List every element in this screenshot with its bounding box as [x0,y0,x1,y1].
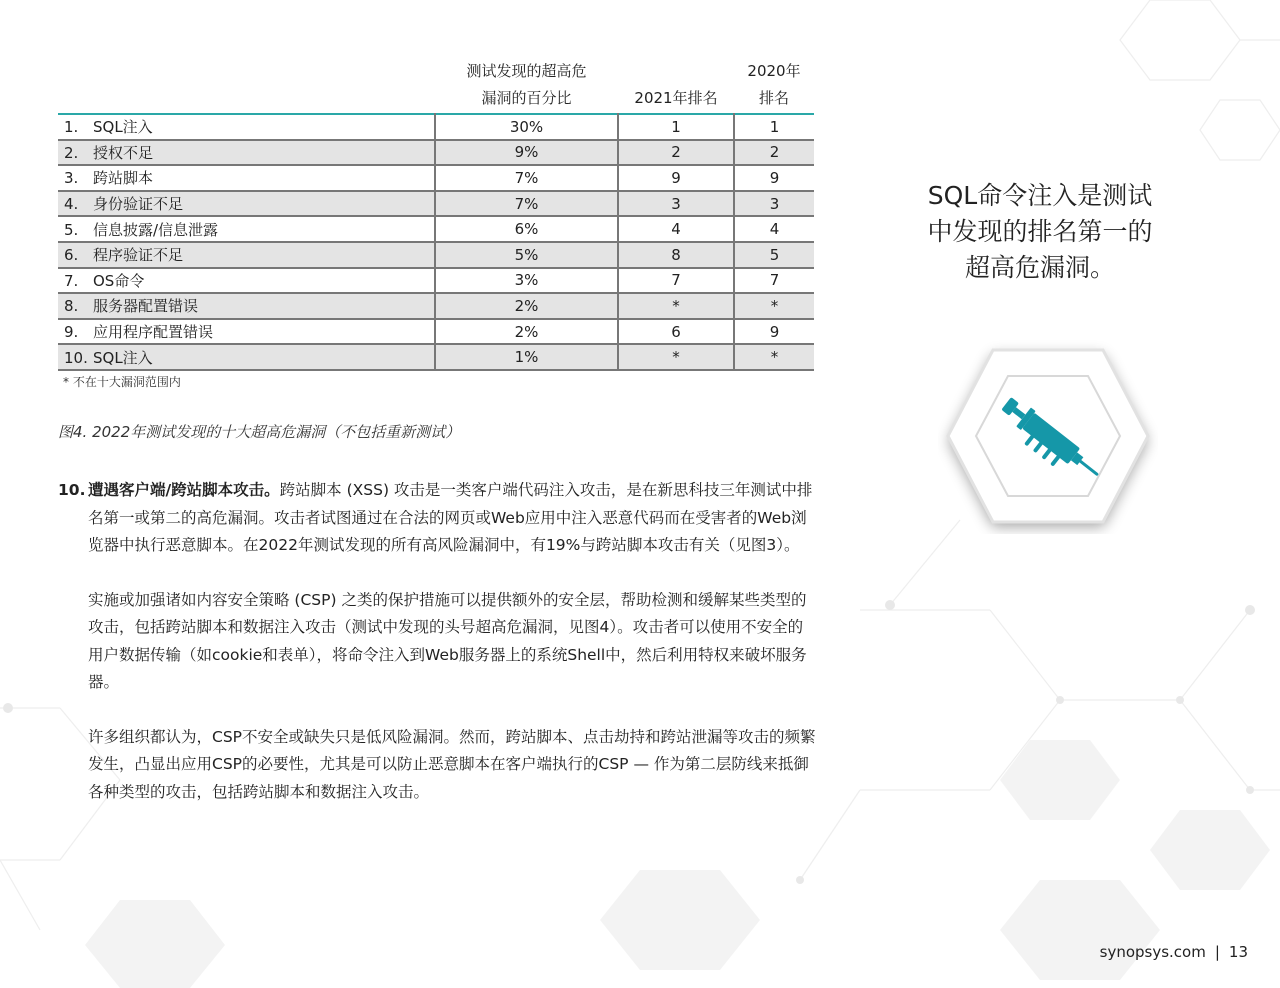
vulnerability-table-container [58,58,814,371]
header-name [58,58,435,114]
item-number: 10. [58,481,86,499]
rank-2020-cell: 2 [734,140,814,166]
rank-2021-cell: 8 [618,242,734,268]
rank-2021-cell: 9 [618,165,734,191]
rank-2021-cell: 3 [618,191,734,217]
table-row [58,140,814,166]
vuln-name-cell: 1. SQL注入 [58,114,435,140]
vuln-name-cell: 5. 信息披露/信息泄露 [58,216,435,242]
table-row [58,319,814,345]
top-vulnerabilities-table [58,58,814,371]
numbered-item-10 [58,477,818,806]
paragraph-2: 实施或加强诸如内容安全策略 (CSP) 之类的保护措施可以提供额外的安全层，帮助检测和缓解某些类型的攻击，包括跨站脚本和数据注入攻击（测试中发现的头号超高危漏洞，见图4）。攻击者可以使用不安全的用户数据传输（如cookie和表单），将命令注入到Web服务器上的系统Shell中，然后利用特权来破坏服务器。 [88,590,807,691]
figure-caption: 图4. 2022年测试发现的十大超高危漏洞（不包括重新测试） [58,423,461,441]
rank-2021-cell: * [618,344,734,370]
table-row [58,191,814,217]
table-row [58,216,814,242]
footer-separator: | [1214,943,1220,961]
syringe-icon [938,338,1158,534]
percent-cell: 1% [435,344,618,370]
rank-2020-cell: 7 [734,268,814,294]
table-row [58,165,814,191]
vuln-name-cell: 2. 授权不足 [58,140,435,166]
table-row [58,293,814,319]
paragraph-3: 许多组织都认为，CSP不安全或缺失只是低风险漏洞。然而，跨站脚本、点击劫持和跨站泄漏等攻击的频繁发生，凸显出应用CSP的必要性，尤其是可以防止恶意脚本在客户端执行的CSP — 作为第二层防线来抵御各种类型的攻击，包括跨站脚本和数据注入攻击。 [88,727,816,801]
percent-cell: 30% [435,114,618,140]
header-rank-2020: 2020年 排名 [747,62,801,107]
table-row [58,268,814,294]
page-number: 13 [1228,943,1248,961]
rank-2021-cell: 1 [618,114,734,140]
vuln-name-cell: 10. SQL注入 [58,344,435,370]
pull-quote-line: SQL命令注入是测试 [927,181,1153,210]
table-row [58,114,814,140]
percent-cell: 3% [435,268,618,294]
percent-cell: 6% [435,216,618,242]
percent-cell: 2% [435,293,618,319]
rank-2021-cell: 4 [618,216,734,242]
percent-cell: 5% [435,242,618,268]
rank-2020-cell: 3 [734,191,814,217]
pull-quote-line: 超高危漏洞。 [964,253,1115,282]
paragraph-1-text: 跨站脚本 (XSS) 攻击是一类客户端代码注入攻击，是在新思科技三年测试中排名第一或第二的高危漏洞。攻击者试图通过在合法的网页或Web应用中注入恶意代码而在受害者的Web浏览器中执行恶意脚本。在2022年测试发现的所有高风险漏洞中，有19%与跨站脚本攻击有关（见图3）。 [88,481,813,554]
percent-cell: 7% [435,165,618,191]
item-lead: 遭遇客户端/跨站脚本攻击。 [88,481,280,499]
rank-2020-cell: 1 [734,114,814,140]
percent-cell: 2% [435,319,618,345]
footer-site: synopsys.com [1099,943,1206,961]
pull-quote-line: 中发现的排名第一的 [927,217,1153,246]
rank-2020-cell: 9 [734,165,814,191]
pull-quote [905,178,1175,286]
vuln-name-cell: 7. OS命令 [58,268,435,294]
rank-2021-cell: * [618,293,734,319]
rank-2021-cell: 7 [618,268,734,294]
percent-cell: 7% [435,191,618,217]
rank-2020-cell: 4 [734,216,814,242]
vuln-name-cell: 3. 跨站脚本 [58,165,435,191]
table-row [58,242,814,268]
rank-2020-cell: * [734,293,814,319]
header-percent: 测试发现的超高危 漏洞的百分比 [466,62,587,107]
vuln-name-cell: 4. 身份验证不足 [58,191,435,217]
vuln-name-cell: 9. 应用程序配置错误 [58,319,435,345]
table-header-row [58,58,814,114]
paragraph-1 [88,477,818,560]
rank-2020-cell: 5 [734,242,814,268]
rank-2021-cell: 2 [618,140,734,166]
table-row [58,344,814,370]
table-footnote: * 不在十大漏洞范围内 [63,375,181,389]
percent-cell: 9% [435,140,618,166]
rank-2021-cell: 6 [618,319,734,345]
rank-2020-cell: * [734,344,814,370]
page-footer [1100,943,1248,961]
vuln-name-cell: 8. 服务器配置错误 [58,293,435,319]
vuln-name-cell: 6. 程序验证不足 [58,242,435,268]
rank-2020-cell: 9 [734,319,814,345]
header-rank-2021: 2021年排名 [634,89,718,107]
